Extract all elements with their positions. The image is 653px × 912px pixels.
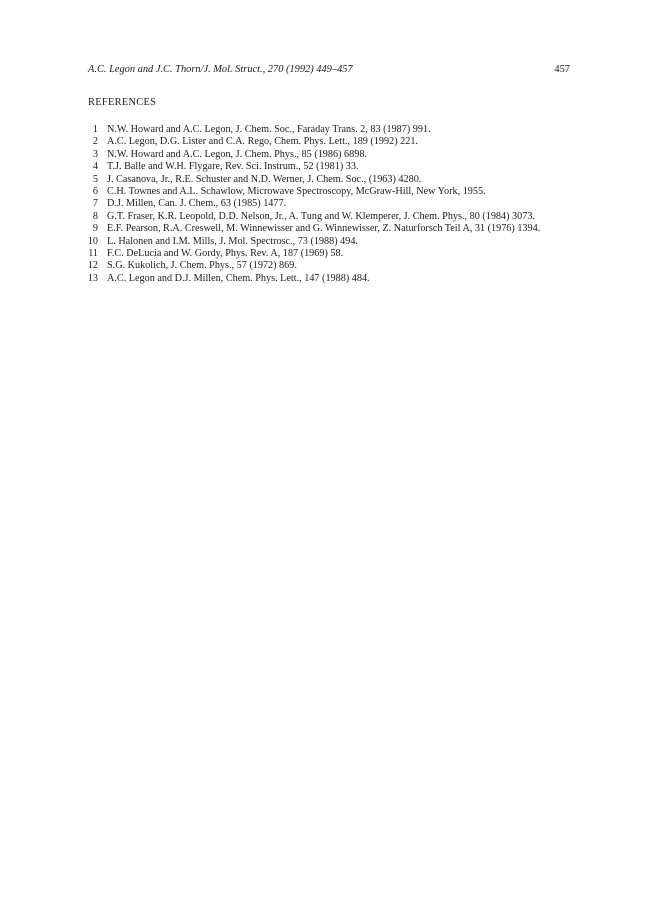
reference-item [84, 161, 572, 173]
reference-text: S.G. Kukolich, J. Chem. Phys., 57 (1972) 869. [107, 260, 297, 272]
reference-number: 1 [92, 124, 98, 135]
reference-text: E.F. Pearson, R.A. Creswell, M. Winnewisser and G. Winnewisser, Z. Naturforsch Teil A, 31 (1976) 1394. [107, 223, 541, 235]
reference-number: 4 [92, 161, 98, 173]
reference-text: C.H. Townes and A.L. Schawlow, Microwave Spectroscopy, McGraw-Hill, New York, 1955. [107, 186, 486, 198]
reference-item [84, 223, 572, 235]
reference-number: 6 [92, 186, 98, 198]
reference-number: 13 [87, 272, 98, 284]
reference-item [84, 186, 572, 198]
reference-number: 9 [92, 223, 98, 235]
reference-number: 7 [92, 198, 98, 210]
reference-item [84, 236, 572, 248]
reference-text: J. Casanova, Jr., R.E. Schuster and N.D. Werner, J. Chem. Soc., (1963) 4280. [107, 173, 422, 185]
reference-text: F.C. DeLucia and W. Gordy, Phys. Rev. A, 187 (1969) 58. [107, 248, 344, 260]
reference-number: 5 [92, 173, 98, 185]
reference-item [84, 260, 572, 272]
reference-text: T.J. Balle and W.H. Flygare, Rev. Sci. Instrum., 52 (1981) 33. [107, 161, 359, 173]
reference-number: 8 [92, 210, 98, 222]
reference-text: A.C. Legon and D.J. Millen, Chem. Phys. Lett., 147 (1988) 484. [107, 272, 370, 284]
reference-number: 12 [87, 260, 98, 272]
reference-item [84, 273, 572, 285]
reference-item [84, 248, 572, 260]
reference-item [84, 211, 572, 223]
reference-number: 10 [87, 235, 98, 247]
reference-item [84, 124, 572, 136]
running-head-title: A.C. Legon and J.C. Thorn/J. Mol. Struct., 270 (1992) 449–457 [88, 64, 353, 75]
page-number: 457 [554, 64, 570, 75]
reference-item [84, 149, 572, 161]
reference-number: 3 [92, 148, 98, 160]
reference-number: 11 [88, 248, 98, 260]
reference-text: D.J. Millen, Can. J. Chem., 63 (1985) 1477. [107, 198, 287, 210]
reference-list [84, 124, 572, 285]
reference-text: L. Halonen and I.M. Mills, J. Mol. Spectrosc., 73 (1988) 494. [107, 235, 358, 247]
reference-text: A.C. Legon, D.G. Lister and C.A. Rego, Chem. Phys. Lett., 189 (1992) 221. [107, 136, 418, 148]
reference-text: N.W. Howard and A.C. Legon, J. Chem. Phys., 85 (1986) 6898. [107, 148, 367, 160]
reference-text: G.T. Fraser, K.R. Leopold, D.D. Nelson, Jr., A. Tung and W. Klemperer, J. Chem. Phys., 80 (1984) 3073. [107, 210, 535, 222]
reference-item [84, 174, 572, 186]
references-heading: REFERENCES [88, 97, 157, 108]
reference-item [84, 198, 572, 210]
reference-item [84, 136, 572, 148]
reference-number: 2 [92, 136, 98, 148]
running-head [88, 62, 570, 78]
reference-text: N.W. Howard and A.C. Legon, J. Chem. Soc., Faraday Trans. 2, 83 (1987) 991. [107, 124, 431, 135]
